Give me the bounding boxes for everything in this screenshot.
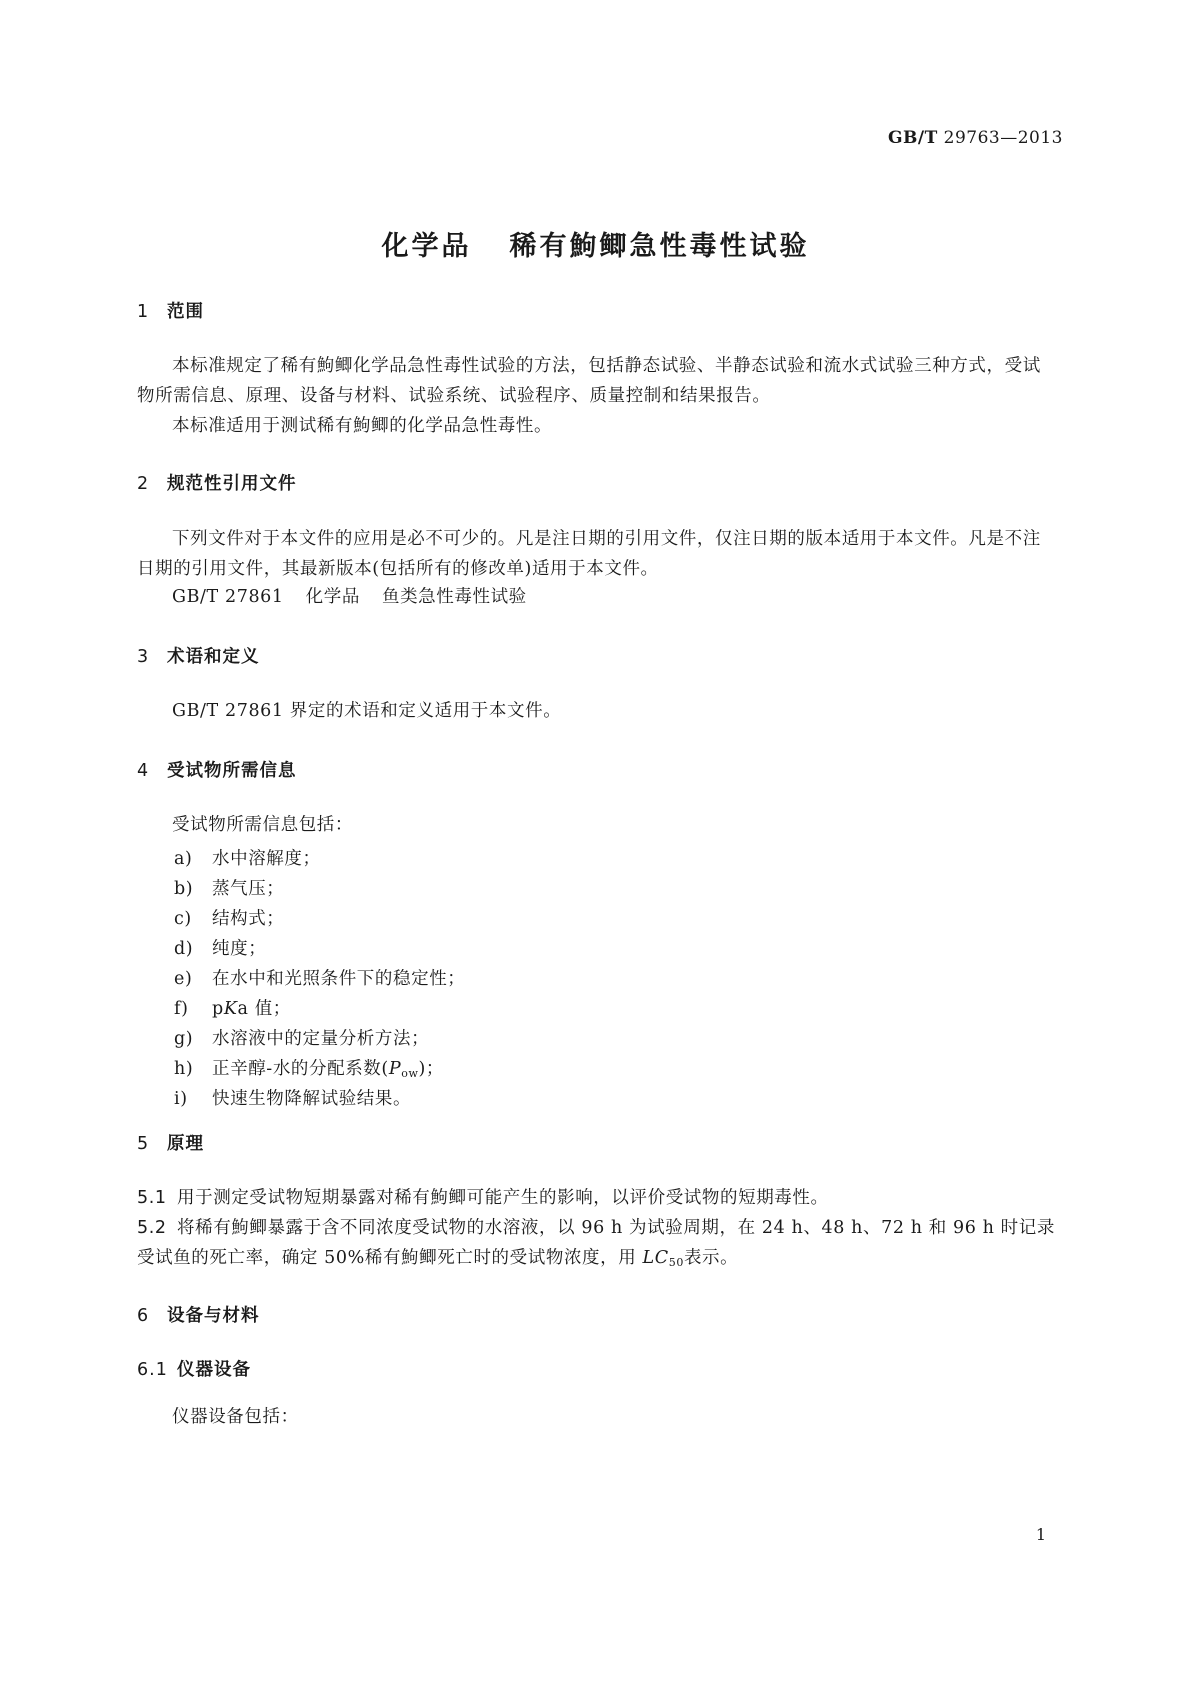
section-heading-3: 3 术语和定义 — [137, 647, 260, 667]
list-item: d) 纯度； — [174, 939, 267, 959]
section-3-paragraph-1: GB/T 27861 界定的术语和定义适用于本文件。 — [172, 701, 562, 721]
list-item: h) 正辛醇-水的分配系数$(P_{ow})$； — [174, 1059, 444, 1080]
section-6-1-paragraph: 仪器设备包括： — [172, 1407, 299, 1427]
list-item: b) 蒸气压； — [174, 879, 285, 899]
subsection-heading-6-1: 6.1 仪器设备 — [137, 1360, 251, 1380]
title-part1: 化学品 — [381, 231, 472, 262]
document-title — [0, 224, 1191, 263]
list-item: a) 水中溶解度； — [174, 849, 321, 869]
section-2-paragraph-1: 下列文件对于本文件的应用是必不可少的。凡是注日期的引用文件，仅注日期的版本适用于本文件。凡是不注日期的引用文件，其最新版本(包括所有的修改单)适用于本文件。 — [137, 529, 1041, 579]
page-number: 1 — [1035, 1525, 1046, 1544]
normative-reference: GB/T 27861 化学品 鱼类急性毒性试验 — [172, 587, 527, 607]
section-heading-1: 1 范围 — [137, 302, 204, 322]
standard-code — [888, 128, 1063, 148]
section-heading-4: 4 受试物所需信息 — [137, 761, 297, 781]
list-item: c) 结构式； — [174, 909, 285, 929]
list-item: i) 快速生物降解试验结果。 — [174, 1089, 412, 1109]
list-item: g) 水溶液中的定量分析方法； — [174, 1029, 430, 1049]
section-4-intro: 受试物所需信息包括： — [172, 815, 353, 835]
standard-number: 29763—2013 — [943, 128, 1063, 148]
clause-5-2: 5.2 将稀有鮈鲫暴露于含不同浓度受试物的水溶液，以 96 h 为试验周期，在 24 h、48 h、72 h 和 96 h 时记录受试鱼的死亡率，确定 50%稀有鮈鲫死亡时的受试物浓度，用 $LC_{50}$表示。 — [137, 1218, 1055, 1269]
standard-prefix: GB/T — [888, 128, 938, 148]
title-part2: 稀有鮈鲫急性毒性试验 — [509, 231, 810, 262]
section-1-paragraph-1: 本标准规定了稀有鮈鲫化学品急性毒性试验的方法，包括静态试验、半静态试验和流水式试验三种方式，受试物所需信息、原理、设备与材料、试验系统、试验程序、质量控制和结果报告。 — [137, 356, 1041, 406]
clause-5-1: 5.1 用于测定受试物短期暴露对稀有鮈鲫可能产生的影响，以评价受试物的短期毒性。 — [137, 1188, 829, 1208]
list-item: e) 在水中和光照条件下的稳定性； — [174, 969, 466, 989]
list-item: f) pKa 值； — [174, 999, 291, 1019]
section-heading-5: 5 原理 — [137, 1134, 204, 1154]
section-1-paragraph-2: 本标准适用于测试稀有鮈鲫的化学品急性毒性。 — [172, 416, 553, 436]
section-heading-6: 6 设备与材料 — [137, 1306, 260, 1326]
section-heading-2: 2 规范性引用文件 — [137, 474, 297, 494]
